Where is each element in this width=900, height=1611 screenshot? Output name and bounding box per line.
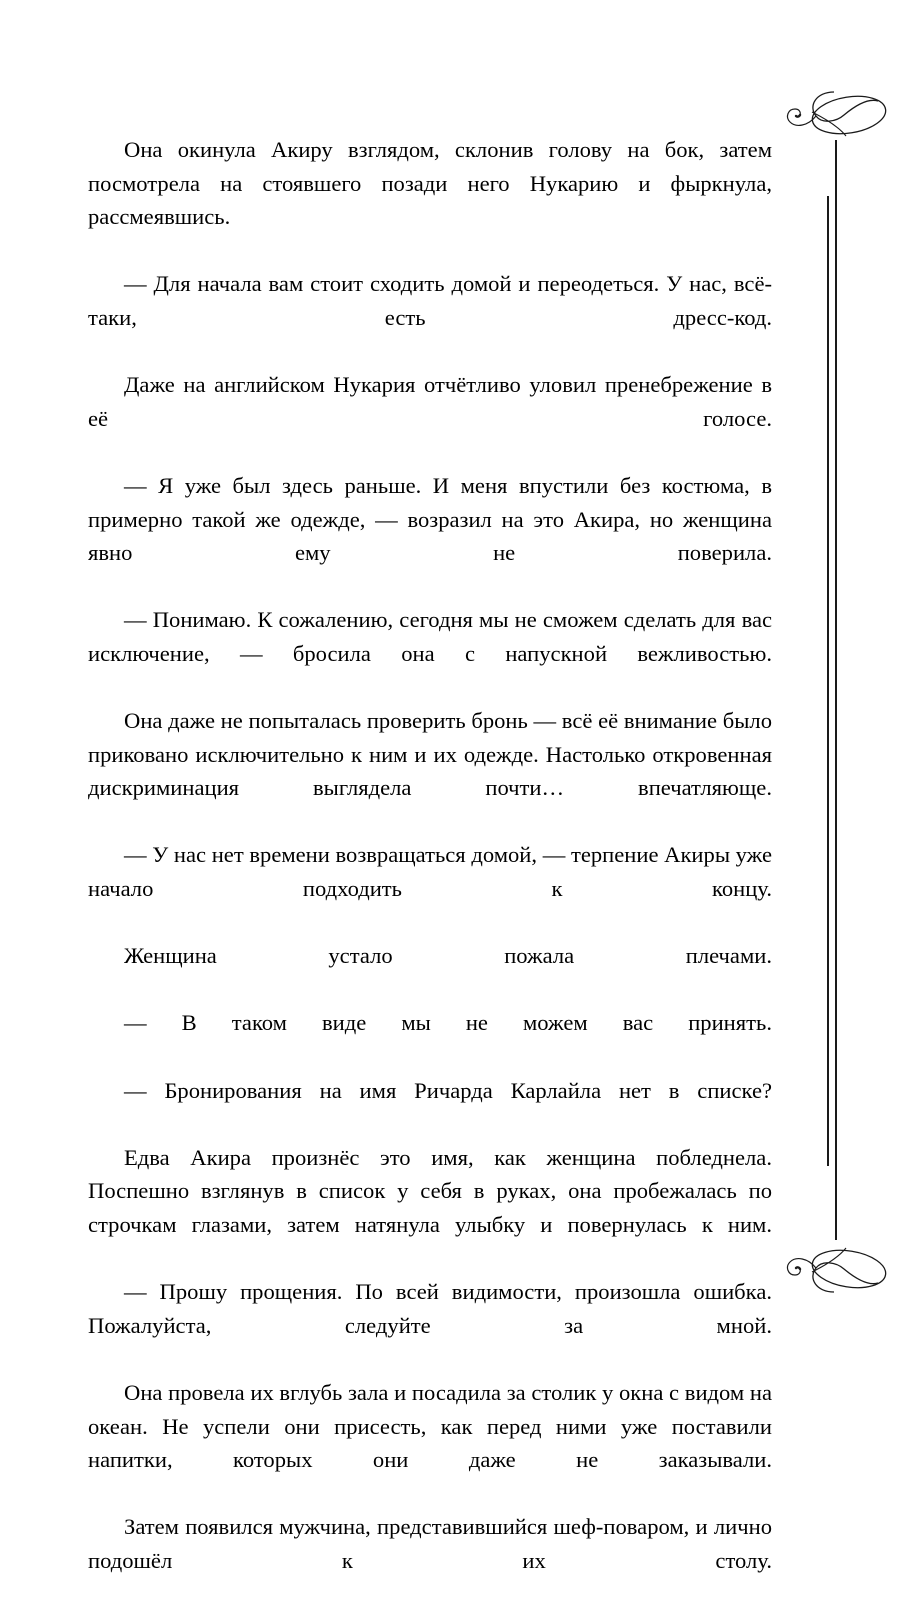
- paragraph: Затем появился мужчина, представившийся шеф-поваром, и лично подошёл к их столу.: [88, 1514, 772, 1573]
- calligraphic-flourish-icon: [772, 82, 892, 162]
- page-text-column: [88, 133, 772, 1611]
- paragraph: Едва Акира произнёс это имя, как женщина побледнела. Поспешно взглянув в список у себя в руках, она пробежалась по строчкам глазами, затем натянула улыбку и повернулась к ним.: [88, 1144, 772, 1237]
- calligraphic-flourish-icon: [772, 1222, 892, 1302]
- paragraph: Даже на английском Нукария отчётливо уловил пренебрежение в её голосе.: [88, 372, 772, 431]
- paragraph: Она провела их вглубь зала и посадила за столик у окна с видом на океан. Не успели они присесть, как перед ними уже поставили напитки, которых они даже не заказывали.: [88, 1379, 772, 1473]
- paragraph: — Для начала вам стоит сходить домой и переодеться. У нас, всё-таки, есть дресс-код.: [88, 271, 772, 330]
- paragraph: Женщина устало пожала плечами.: [124, 943, 772, 969]
- paragraph: — Я уже был здесь раньше. И меня впустили без костюма, в примерно такой же одежде, — возразил на это Акира, но женщина явно ему не поверила.: [88, 472, 772, 566]
- paragraph: — Понимаю. К сожалению, сегодня мы не сможем сделать для вас исключение, — бросила она с напускной вежливостью.: [88, 607, 772, 666]
- paragraph: Она даже не попыталась проверить бронь — всё её внимание было приковано исключительно к ним и их одежде. Настолько откровенная дискриминация выглядела почти… впечатляюще.: [88, 708, 772, 801]
- paragraph: — У нас нет времени возвращаться домой, — терпение Акиры уже начало подходить к концу.: [88, 842, 772, 902]
- paragraph: — Прошу прощения. По всей видимости, произошла ошибка. Пожалуйста, следуйте за мной.: [88, 1279, 772, 1338]
- paragraph: Она окинула Акиру взглядом, склонив голову на бок, затем посмотрела на стоявшего позади него Нукарию и фыркнула, рассмеявшись.: [88, 137, 772, 230]
- vertical-rule-inner: [827, 196, 829, 1166]
- vertical-rule-outer: [835, 140, 837, 1240]
- paragraph: — Бронирования на имя Ричарда Карлайла нет в списке?: [124, 1077, 772, 1103]
- paragraph: — В таком виде мы не можем вас принять.: [124, 1010, 772, 1036]
